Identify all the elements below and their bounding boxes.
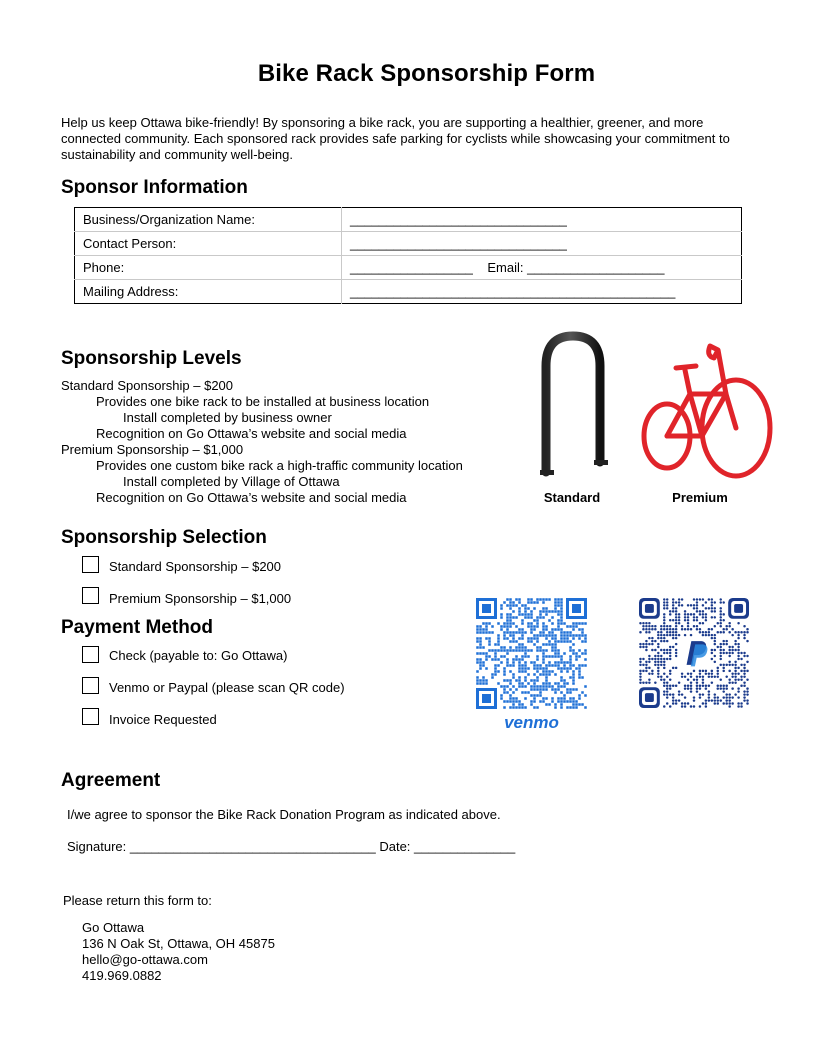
checkbox-label: Standard Sponsorship – $200 — [109, 559, 282, 574]
checkbox-label: Check (payable to: Go Ottawa) — [109, 648, 288, 663]
return-org: Go Ottawa — [82, 920, 145, 935]
list-item: Provides one bike rack to be installed at business location — [96, 394, 430, 409]
checkbox-label: Premium Sponsorship – $1,000 — [109, 591, 292, 606]
standard-rack-image — [536, 330, 612, 480]
standard-sponsorship-checkbox[interactable] — [82, 556, 99, 573]
business-name-field[interactable]: ______________________________ — [342, 208, 742, 232]
return-phone: 419.969.0882 — [82, 968, 162, 983]
sponsor-info-table — [74, 207, 742, 304]
list-item: Install completed by business owner — [123, 410, 332, 425]
phone-email-cell — [342, 256, 742, 280]
premium-rack-image — [640, 332, 774, 480]
venmo-qr-code[interactable] — [476, 598, 587, 709]
selection-heading: Sponsorship Selection — [61, 527, 267, 548]
signature-field[interactable]: __________________________________ — [129, 839, 376, 854]
field-label: Mailing Address: — [75, 280, 342, 304]
agreement-text: I/we agree to sponsor the Bike Rack Donation Program as indicated above. — [67, 807, 501, 822]
list-item: Recognition on Go Ottawa’s website and social media — [96, 426, 407, 441]
standard-level-title: Standard Sponsorship – $200 — [61, 378, 234, 393]
field-label: Business/Organization Name: — [75, 208, 342, 232]
list-item: Recognition on Go Ottawa’s website and social media — [96, 490, 407, 505]
return-address: 136 N Oak St, Ottawa, OH 45875 — [82, 936, 275, 951]
date-label: Date: — [379, 839, 411, 854]
checkbox-label: Invoice Requested — [109, 712, 217, 727]
email-label: Email: — [487, 260, 524, 275]
table-row — [75, 208, 742, 232]
levels-heading: Sponsorship Levels — [61, 348, 242, 369]
list-item: Provides one custom bike rack a high-traffic community location — [96, 458, 463, 473]
return-label: Please return this form to: — [63, 893, 212, 908]
page-title: Bike Rack Sponsorship Form — [257, 60, 596, 87]
invoice-checkbox[interactable] — [82, 708, 99, 725]
list-item: Install completed by Village of Ottawa — [123, 474, 340, 489]
contact-person-field[interactable]: ______________________________ — [342, 232, 742, 256]
phone-field[interactable]: _________________ — [350, 260, 473, 275]
return-email: hello@go-ottawa.com — [82, 952, 208, 967]
table-row — [75, 280, 742, 304]
field-label: Phone: — [75, 256, 342, 280]
premium-level-title: Premium Sponsorship – $1,000 — [61, 442, 244, 457]
checkbox-label: Venmo or Paypal (please scan QR code) — [109, 680, 345, 695]
paypal-qr-code[interactable] — [639, 598, 749, 708]
signature-line — [67, 839, 515, 854]
premium-sponsorship-checkbox[interactable] — [82, 587, 99, 604]
standard-caption: Standard — [543, 490, 601, 505]
date-field[interactable]: ______________ — [414, 839, 516, 854]
signature-label: Signature: — [67, 839, 127, 854]
mailing-address-field[interactable]: _____________________________________________ — [350, 284, 676, 299]
agreement-heading: Agreement — [61, 770, 161, 791]
table-row — [75, 256, 742, 280]
payment-heading: Payment Method — [61, 617, 214, 638]
table-row — [75, 232, 742, 256]
premium-caption: Premium — [672, 490, 728, 505]
email-field[interactable]: ___________________ — [527, 260, 665, 275]
intro-text: Help us keep Ottawa bike-friendly! By sponsoring a bike rack, you are supporting a healthier, greener, and more connected community. Each sponsored rack provides safe parking for cyclists while showcasing your commitment to sustainability and community well-being. — [61, 115, 730, 162]
venmo-logo: venmo — [504, 713, 559, 732]
field-label: Contact Person: — [75, 232, 342, 256]
check-payment-checkbox[interactable] — [82, 646, 99, 663]
sponsor-info-heading: Sponsor Information — [61, 177, 248, 198]
venmo-paypal-checkbox[interactable] — [82, 677, 99, 694]
